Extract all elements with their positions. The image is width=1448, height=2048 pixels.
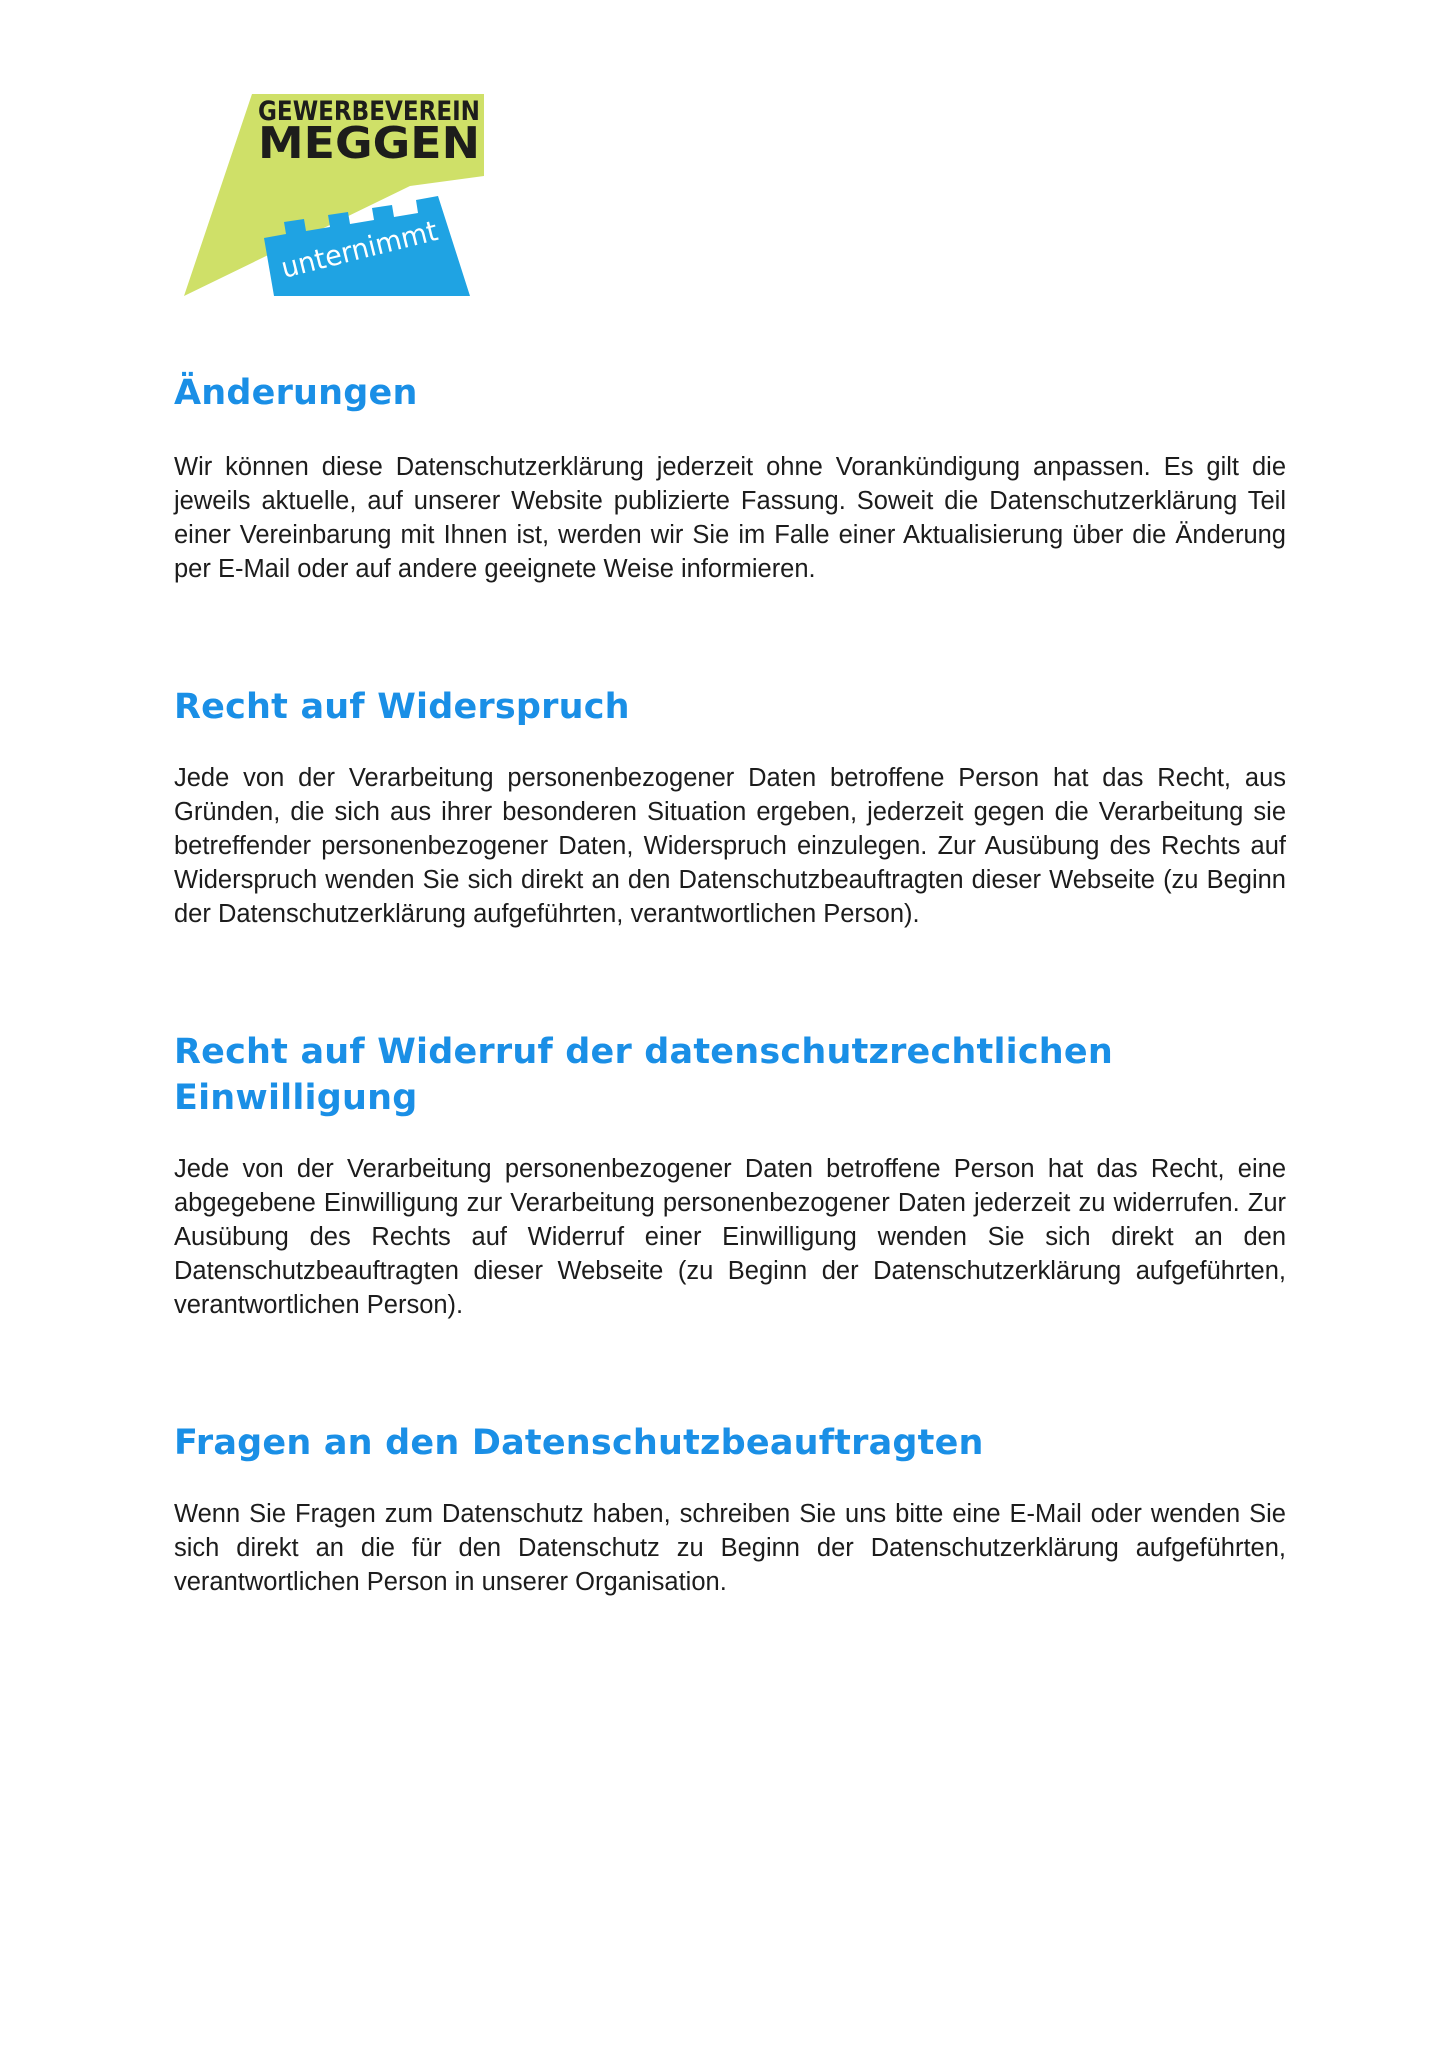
logo-tagline: unternimmt bbox=[277, 212, 447, 285]
section-fragen-datenschutzbeauftragter bbox=[174, 1420, 1286, 1599]
document-content bbox=[174, 360, 1286, 1599]
logo-line2: MEGGEN bbox=[258, 118, 480, 169]
section-paragraph: Wir können diese Datenschutzerklärung jederzeit ohne Vorankündigung anpassen. Es gilt die jeweils aktuelle, auf unserer Website publizierte Fassung. Soweit die Datenschutzerklärung Teil einer Vereinbarung mit Ihnen ist, werden wir Sie im Falle einer Aktualisierung über die Änderung per E-Mail oder auf andere geeignete Weise informieren. bbox=[174, 453, 1286, 583]
section-recht-auf-widerruf bbox=[174, 1029, 1286, 1322]
section-paragraph: Wenn Sie Fragen zum Datenschutz haben, schreiben Sie uns bitte eine E-Mail oder wenden Sie sich direkt an die für den Datenschutz zu Beginn der Datenschutzerklärung aufgeführten, verantwortlichen Person in unserer Organisation. bbox=[174, 1500, 1286, 1596]
section-heading: Recht auf Widerspruch bbox=[174, 687, 630, 727]
section-heading: Fragen an den Datenschutzbeauftragten bbox=[174, 1423, 984, 1463]
section-recht-auf-widerspruch bbox=[174, 684, 1286, 931]
section-paragraph: Jede von der Verarbeitung personenbezogener Daten betroffene Person hat das Recht, aus Gründen, die sich aus ihrer besonderen Situation ergeben, jederzeit gegen die Verarbeitung sie betreffender personenbezogener Daten, Widerspruch einzulegen. Zur Ausübung des Rechts auf Widerspruch wenden Sie sich direkt an den Datenschutzbeauftragten dieser Webseite (zu Beginn der Datenschutzerklärung aufgeführten, verantwortlichen Person). bbox=[174, 764, 1286, 928]
section-heading: Recht auf Widerruf der datenschutzrechtlichen Einwilligung bbox=[174, 1032, 1113, 1118]
section-heading: Änderungen bbox=[174, 373, 418, 413]
logo-line1: GEWERBEVEREIN bbox=[258, 96, 480, 127]
logo-graphic bbox=[184, 90, 484, 300]
section-aenderungen bbox=[174, 370, 1286, 586]
section-paragraph: Jede von der Verarbeitung personenbezogener Daten betroffene Person hat das Recht, eine abgegebene Einwilligung zur Verarbeitung personenbezogener Daten jederzeit zu widerrufen. Zur Ausübung des Rechts auf Widerruf einer Einwilligung wenden Sie sich direkt an den Datenschutzbeauftragten dieser Webseite (zu Beginn der Datenschutzerklärung aufgeführten, verantwortlichen Person). bbox=[174, 1155, 1286, 1319]
gewerbeverein-meggen-logo bbox=[184, 90, 484, 300]
